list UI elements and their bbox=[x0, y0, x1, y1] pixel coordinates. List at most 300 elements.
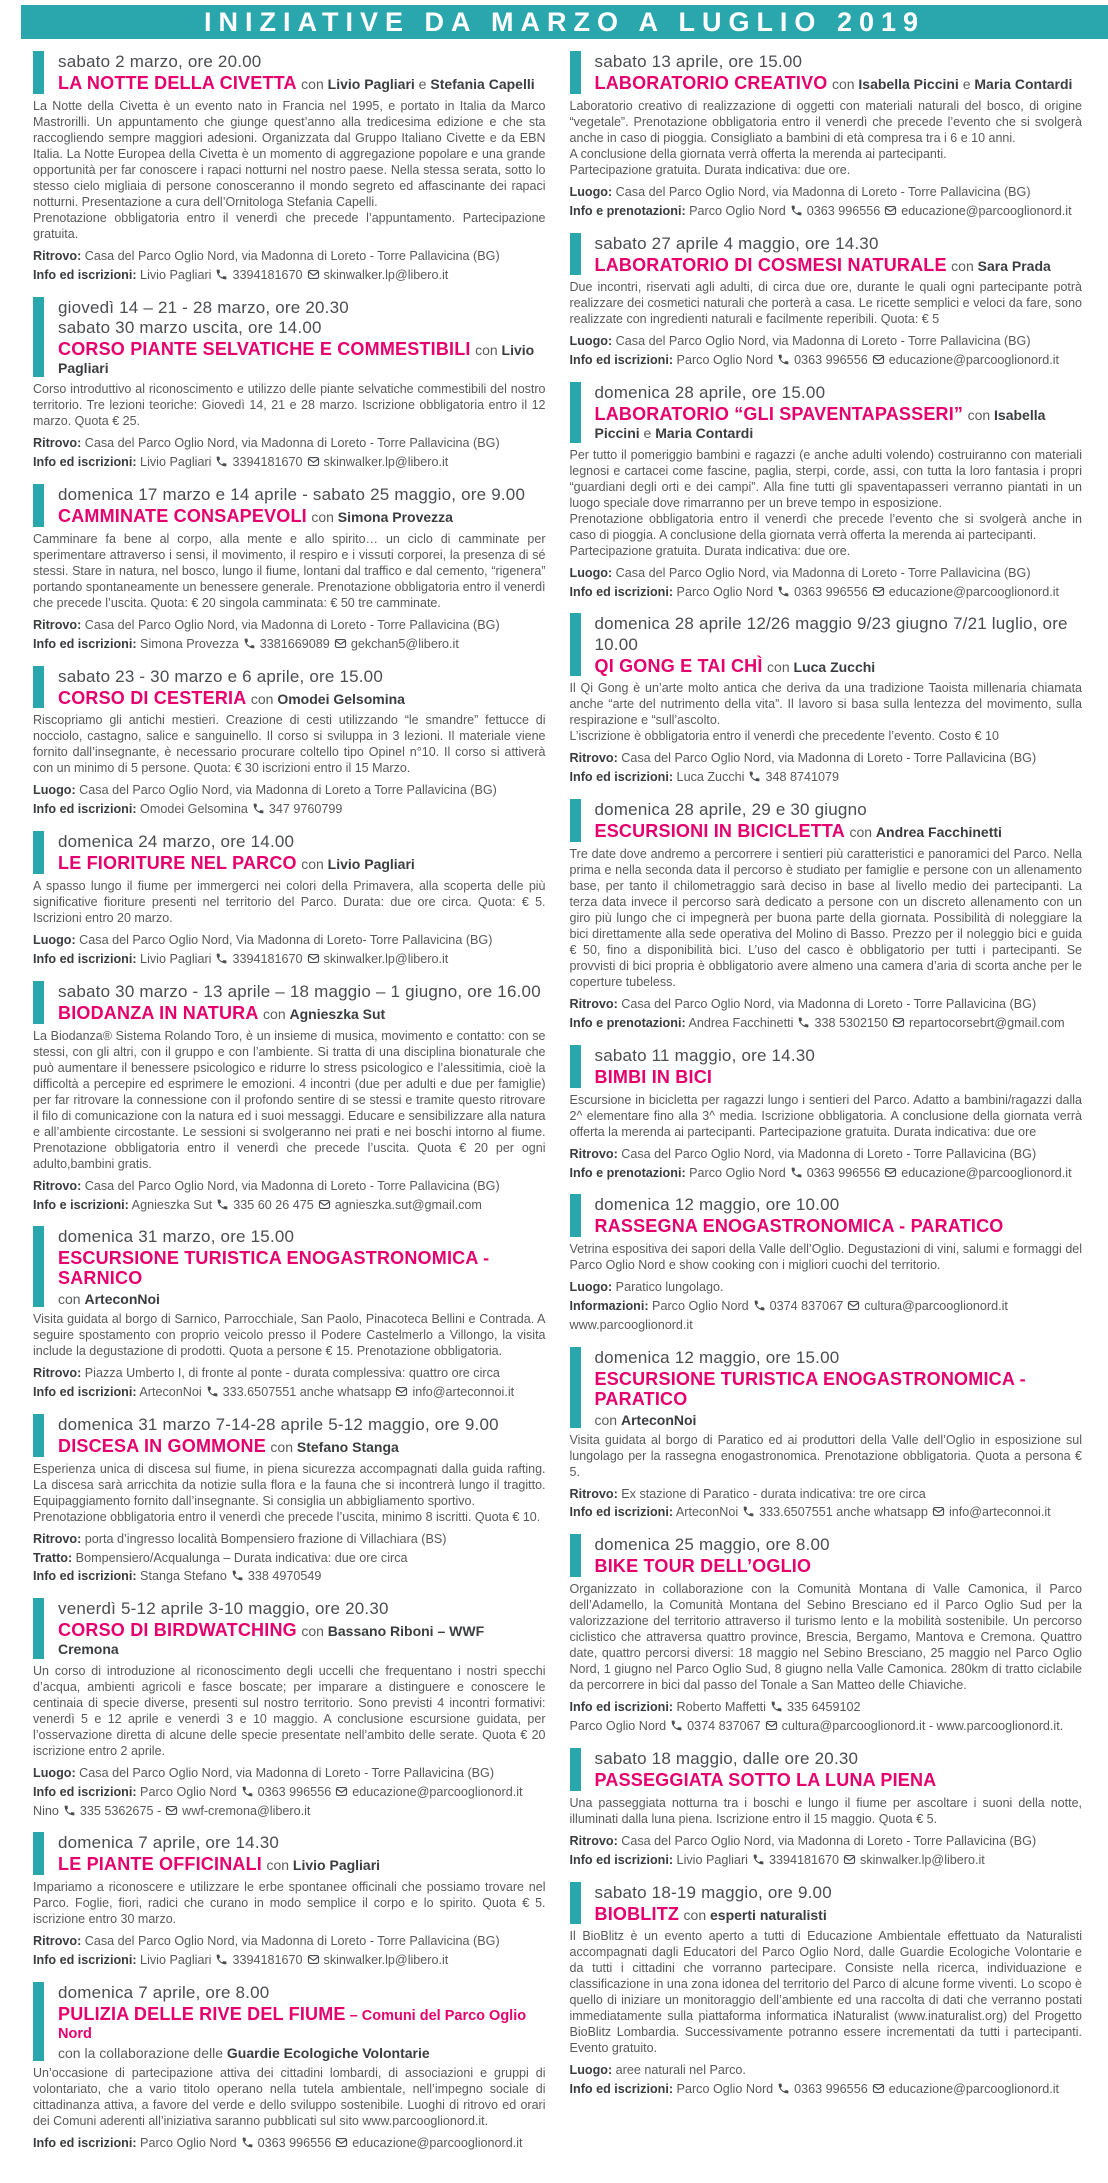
event-marker-bar bbox=[33, 1982, 44, 2061]
event-header bbox=[33, 1982, 546, 2061]
phone-icon bbox=[790, 204, 803, 217]
speaker-name: Livio Pagliari bbox=[58, 341, 535, 376]
speaker-name: Omodei Gelsomina bbox=[277, 690, 405, 707]
phone-icon bbox=[63, 1804, 76, 1817]
event-entry bbox=[33, 1414, 546, 1587]
event-info bbox=[33, 1177, 546, 1215]
event-date: sabato 30 marzo uscita, ore 14.00 bbox=[58, 317, 322, 337]
event-description-paragraph: Escursione in bicicletta per ragazzi lungo i sentieri del Parco. Adatto a bambini/ragazzi dalla 2^ elementare fino alla 3^ media. Iscrizione obbligatoria. A conclusione della giornata verrà offerta la merenda ai partecipanti. Partecipazione gratuita. Durata indicativa: due ore bbox=[569, 1092, 1082, 1139]
phone-icon bbox=[777, 353, 790, 366]
event-header bbox=[33, 1832, 546, 1875]
info-label: Info ed iscrizioni: bbox=[569, 2082, 674, 2097]
info-label: Ritrovo: bbox=[33, 1531, 82, 1546]
event-description bbox=[33, 878, 546, 926]
speaker-name: Maria Contardi bbox=[974, 76, 1073, 93]
speaker-prefix: con bbox=[849, 824, 876, 841]
event-description bbox=[570, 98, 1083, 178]
event-info bbox=[33, 1764, 546, 1821]
speaker-name: Isabella Piccini bbox=[594, 407, 1046, 442]
event-info-line: Informazioni: Parco Oglio Nord 0374 837067 cultura@parcooglionord.it bbox=[569, 1299, 1008, 1314]
event-description bbox=[33, 1879, 546, 1927]
info-label: Info ed iscrizioni: bbox=[33, 636, 137, 651]
speaker-prefix: con bbox=[301, 856, 328, 873]
event-header-text bbox=[595, 1748, 1083, 1791]
event-description bbox=[33, 381, 546, 429]
event-info bbox=[570, 1832, 1083, 1870]
event-marker-bar bbox=[570, 1748, 581, 1791]
info-label: Ritrovo: bbox=[569, 1833, 618, 1848]
event-entry bbox=[33, 484, 546, 654]
event-speaker bbox=[251, 691, 405, 707]
event-description-paragraph: A conclusione della giornata verrà offerta la merenda ai partecipanti. bbox=[569, 146, 947, 161]
event-title-line bbox=[595, 822, 1083, 842]
event-speaker bbox=[832, 76, 1072, 92]
event-header bbox=[33, 297, 546, 377]
speaker-prefix: con bbox=[250, 690, 278, 707]
event-description bbox=[33, 2065, 546, 2129]
event-description bbox=[570, 680, 1083, 744]
speaker-prefix: con bbox=[266, 1857, 293, 1874]
event-header bbox=[33, 666, 546, 709]
event-title: BIKE TOUR DELL’OGLIO bbox=[594, 1556, 812, 1577]
speaker-prefix: con bbox=[475, 341, 502, 358]
email-icon bbox=[847, 1299, 860, 1312]
event-description-paragraph: Una passeggiata notturna tra i boschi e lungo il fiume per ascoltare i suoni della notte, illuminati dalla luna piena. Iscrizione entro il 15 maggio. Quota € 5. bbox=[569, 1795, 1082, 1826]
event-info-line: Info ed iscrizioni: Luca Zucchi 348 8741079 bbox=[569, 770, 840, 785]
event-speaker-line bbox=[595, 1412, 1083, 1428]
info-label: Ritrovo: bbox=[33, 617, 82, 632]
info-label: Info ed iscrizioni: bbox=[569, 1852, 674, 1867]
event-info bbox=[33, 2134, 546, 2153]
column-left bbox=[33, 51, 546, 2165]
event-title-note: – Comuni del Parco Oglio Nord bbox=[58, 2008, 527, 2043]
event-date: domenica 7 aprile, ore 14.30 bbox=[58, 1833, 280, 1853]
event-title-line bbox=[58, 689, 546, 709]
event-title-line bbox=[58, 854, 546, 874]
event-info-line: Ritrovo: Casa del Parco Oglio Nord, via Madonna di Loreto - Torre Pallavicina (BG) bbox=[33, 617, 500, 632]
event-entry bbox=[33, 297, 546, 472]
event-header-text bbox=[595, 1347, 1083, 1428]
event-title-line bbox=[595, 1905, 1083, 1925]
speaker-prefix: con bbox=[951, 257, 978, 274]
info-label: Info ed iscrizioni: bbox=[33, 1784, 137, 1799]
event-title-line bbox=[595, 1557, 1083, 1577]
event-header-text bbox=[595, 1882, 1083, 1925]
event-speaker bbox=[263, 1006, 385, 1022]
event-title: LA NOTTE DELLA CIVETTA bbox=[58, 73, 297, 94]
speaker-name: Sara Prada bbox=[977, 257, 1051, 274]
event-description-paragraph: Visita guidata al borgo di Paratico ed ai produttori della Valle dell’Oglio in esposizione sul lungolago per la rassegna enogastronomica. Prenotazione obbligatoria. Quota a persona € 5. bbox=[569, 1432, 1082, 1479]
speaker-name: esperti naturalisti bbox=[710, 1906, 827, 1923]
event-header-text bbox=[58, 484, 546, 527]
event-speaker-line bbox=[58, 1291, 546, 1307]
phone-icon bbox=[797, 1016, 810, 1029]
event-title: CORSO DI CESTERIA bbox=[58, 687, 247, 708]
event-header-text bbox=[58, 297, 546, 377]
event-info bbox=[33, 616, 546, 654]
event-title: LABORATORIO CREATIVO bbox=[594, 73, 828, 94]
event-title-line bbox=[595, 256, 1083, 276]
event-info bbox=[33, 1364, 546, 1402]
event-header bbox=[570, 1045, 1083, 1088]
event-title: ESCURSIONE TURISTICA ENOGASTRONOMICA - SARNICO bbox=[58, 1248, 490, 1289]
event-header bbox=[570, 1347, 1083, 1428]
speaker-name: ArteconNoi bbox=[84, 1291, 160, 1308]
event-description bbox=[33, 98, 546, 242]
event-description-paragraph: Un corso di introduzione al riconoscimento degli uccelli che frequentano i nostri specchi d’acqua, ambienti agricoli e fasce boscate; per imparare a distinguere e conoscere le centinaia di specie diverse, presenti sul nostro territorio. Sono previsti 4 incontri formativi: venerdì 5 e 12 aprile e venerdì 3 e 10 maggio. A conclusione escursione guidata, per l’osservazione diretta di alcune delle specie presentate nell’ambito delle serate. Quota € 20 iscrizione entro 2 aprile. bbox=[33, 1663, 546, 1758]
event-info bbox=[33, 781, 546, 819]
event-header-text bbox=[58, 981, 546, 1024]
event-info-line: Ritrovo: Casa del Parco Oglio Nord, via Madonna di Loreto - Torre Pallavicina (BG) bbox=[569, 751, 1037, 766]
event-description-paragraph: La Biodanza® Sistema Rolando Toro, è un insieme di musica, movimento e contatto: con se stessi, con gli altri, con il gruppo e con l’ambiente. Si tratta di una disciplina bionaturale che può aumentare il benessere psicologico e ridurre lo stress psicologico e l’alessitimia, cioè la difficoltà a percepire ed esprimere le emozioni. 4 incontri (due per adulti e due per famiglie) per far ritrovare la connessione con il profondo sentire di se stessi e tramite questo ritrovare il filo di comunicazione con la natura ed i suoi messaggi. Educare e sensibilizzare alla natura e all’ambiente circostante. Le sessioni si svolgeranno nei prati e nei boschi intorno al fiume. Prenotazione obbligatoria entro il venerdì che precede l’uscita. Quota € 20 per ogni adulto,bambini gratis. bbox=[33, 1028, 546, 1171]
event-date: venerdì 5-12 aprile 3-10 maggio, ore 20.30 bbox=[58, 1599, 389, 1619]
info-label: Ritrovo: bbox=[33, 436, 82, 451]
phone-icon bbox=[748, 770, 761, 783]
event-date: sabato 30 marzo - 13 aprile – 18 maggio – 1 giugno, ore 16.00 bbox=[58, 981, 541, 1001]
event-marker-bar bbox=[570, 613, 581, 676]
phone-icon bbox=[215, 952, 228, 965]
email-icon bbox=[884, 1166, 897, 1179]
event-header bbox=[33, 51, 546, 94]
speaker-prefix: con bbox=[311, 508, 338, 525]
event-entry bbox=[33, 981, 546, 1215]
event-description bbox=[570, 1795, 1083, 1827]
event-marker-bar bbox=[570, 1347, 581, 1428]
event-title: BIODANZA IN NATURA bbox=[58, 1002, 259, 1023]
event-description-paragraph: Per tutto il pomeriggio bambini e ragazzi (e anche adulti volendo) costruiranno con materiali legnosi e cartacei come fascine, paglia, sterpi, corde, assi, con tutta la loro fantasia i propri “guardiani degli orti e dei campi”. Alla fine tutti gli spaventapasseri verranno piantati in un luogo speciale dove rimarranno per un breve tempo in esposizione. bbox=[569, 447, 1082, 510]
speaker-prefix: con bbox=[58, 1291, 85, 1308]
event-marker-bar bbox=[33, 666, 44, 709]
info-label: Info ed iscrizioni: bbox=[33, 2135, 137, 2150]
event-title: CORSO DI BIRDWATCHING bbox=[58, 1620, 297, 1641]
speaker-name: Luca Zucchi bbox=[793, 658, 876, 675]
info-label: Luogo: bbox=[33, 783, 76, 798]
event-date: domenica 25 maggio, ore 8.00 bbox=[594, 1535, 830, 1555]
event-title: PASSEGGIATA SOTTO LA LUNA PIENA bbox=[594, 1770, 937, 1790]
event-info-line: Info ed iscrizioni: Parco Oglio Nord 0363 996556 educazione@parcooglionord.it bbox=[569, 584, 1060, 599]
info-label: Ritrovo: bbox=[569, 1146, 618, 1161]
info-label: Luogo: bbox=[33, 932, 76, 947]
event-title-line bbox=[58, 2005, 546, 2043]
event-info-line: Info ed iscrizioni: Livio Pagliari 3394181670 skinwalker.lp@libero.it bbox=[569, 1852, 985, 1867]
event-description-paragraph: Prenotazione obbligatoria entro il venerdì che precede l’evento che si svolgerà anche in caso di pioggia. A conclusione della giornata verrà offerta la merenda ai partecipanti. bbox=[569, 511, 1082, 542]
info-label: Info ed iscrizioni: bbox=[33, 802, 137, 817]
phone-icon bbox=[231, 1569, 244, 1582]
event-entry bbox=[570, 382, 1083, 601]
event-speaker bbox=[58, 1291, 160, 1307]
event-marker-bar bbox=[33, 1832, 44, 1875]
phone-icon bbox=[216, 1198, 229, 1211]
event-info-line: Ritrovo: Casa del Parco Oglio Nord, via Madonna di Loreto - Torre Pallavicina (BG) bbox=[569, 1833, 1037, 1848]
info-label: Info ed iscrizioni: bbox=[33, 951, 137, 966]
event-marker-bar bbox=[570, 51, 581, 94]
phone-icon bbox=[252, 802, 265, 815]
info-label: Luogo: bbox=[569, 184, 613, 199]
event-date: domenica 31 marzo 7-14-28 aprile 5-12 maggio, ore 9.00 bbox=[58, 1414, 499, 1434]
phone-icon bbox=[215, 455, 228, 468]
speaker-name: Isabella Piccini bbox=[858, 76, 959, 93]
event-info-line: Luogo: Casa del Parco Oglio Nord, Via Madonna di Loreto- Torre Pallavicina (BG) bbox=[33, 932, 493, 947]
event-description bbox=[33, 1311, 546, 1359]
event-info-line: Info ed iscrizioni: ArteconNoi 333.6507551 anche whatsapp info@arteconnoi.it bbox=[33, 1384, 515, 1399]
event-speaker bbox=[266, 1857, 380, 1873]
event-entry bbox=[570, 613, 1083, 787]
event-date: giovedì 14 – 21 - 28 marzo, ore 20.30 bbox=[58, 297, 349, 317]
event-info bbox=[570, 995, 1083, 1033]
info-label: Luogo: bbox=[569, 1280, 613, 1295]
email-icon bbox=[892, 1016, 905, 1029]
event-date: domenica 31 marzo, ore 15.00 bbox=[58, 1227, 295, 1247]
event-entry bbox=[33, 1832, 546, 1970]
event-title-line bbox=[58, 1437, 546, 1457]
event-marker-bar bbox=[570, 382, 581, 442]
event-title: LE PIANTE OFFICINALI bbox=[58, 1854, 262, 1875]
event-description bbox=[570, 1432, 1083, 1480]
event-marker-bar bbox=[570, 1534, 581, 1577]
event-info-line: Info ed iscrizioni: Simona Provezza 3381669089 gekchan5@libero.it bbox=[33, 636, 459, 651]
event-description bbox=[570, 447, 1083, 559]
email-icon bbox=[395, 1385, 408, 1398]
event-info-line: Info ed iscrizioni: ArteconNoi 333.6507551 anche whatsapp info@arteconnoi.it bbox=[569, 1505, 1051, 1520]
event-date: domenica 28 aprile, 29 e 30 giugno bbox=[594, 800, 867, 820]
speaker-prefix: con bbox=[301, 1623, 328, 1640]
event-columns bbox=[0, 51, 1108, 2183]
event-header bbox=[570, 1882, 1083, 1925]
email-icon bbox=[335, 2136, 348, 2149]
info-label: Luogo: bbox=[569, 334, 613, 349]
event-title: BIMBI IN BICI bbox=[594, 1066, 713, 1087]
event-title-line bbox=[58, 1249, 546, 1289]
event-header bbox=[570, 1194, 1083, 1237]
event-title: CORSO PIANTE SELVATICHE E COMMESTIBILI bbox=[58, 338, 471, 359]
info-label: Luogo: bbox=[569, 2063, 613, 2078]
email-icon bbox=[318, 1198, 331, 1211]
event-description bbox=[570, 846, 1083, 990]
speaker-prefix: con bbox=[270, 1438, 297, 1455]
speaker-prefix: con bbox=[594, 1411, 621, 1428]
info-label: Info ed iscrizioni: bbox=[569, 584, 674, 599]
event-info-line: Info ed iscrizioni: Roberto Maffetti 335 6459102 bbox=[569, 1700, 861, 1715]
event-date: domenica 28 aprile 12/26 maggio 9/23 giugno 7/21 luglio, ore 10.00 bbox=[594, 614, 1068, 654]
event-title-line bbox=[595, 1370, 1083, 1410]
event-info bbox=[33, 1932, 546, 1970]
event-marker-bar bbox=[570, 799, 581, 842]
event-description-paragraph: Camminare fa bene al corpo, alla mente e allo spirito… un ciclo di camminate per sperimentare attraverso i sensi, il movimento, il respiro e i vissuti corporei, la presenza di sé stessi. Stare in natura, nel bosco, lungo il fiume, lontani dal traffico e dal cemento, “rigenera” portando spontaneamente un benessere generale. Prenotazione obbligatoria entro il venerdì che precede l’uscita. Quota: € 20 singola camminata: € 50 tre camminate. bbox=[33, 531, 546, 610]
event-header-text bbox=[595, 51, 1083, 94]
event-description bbox=[570, 279, 1083, 327]
event-entry bbox=[33, 666, 546, 820]
info-label: Info ed iscrizioni: bbox=[33, 1953, 137, 1968]
event-info-line: Ritrovo: porta d’ingresso località Bompensiero frazione di Villachiara (BS) bbox=[33, 1531, 447, 1546]
info-label: Luogo: bbox=[33, 1765, 76, 1780]
event-info-line: Ritrovo: Casa del Parco Oglio Nord, via Madonna di Loreto - Torre Pallavicina (BG) bbox=[33, 1934, 500, 1949]
event-speaker bbox=[951, 258, 1051, 274]
phone-icon bbox=[243, 637, 256, 650]
event-speaker bbox=[311, 509, 453, 525]
event-date: sabato 18-19 maggio, ore 9.00 bbox=[594, 1882, 832, 1902]
event-description-paragraph: L’iscrizione è obbligatoria entro il venerdì che precedente l’evento. Costo € 10 bbox=[569, 729, 999, 744]
event-header-text bbox=[595, 233, 1083, 276]
event-info-line: Info e prenotazioni: Andrea Facchinetti 338 5302150 repartocorsebrt@gmail.com bbox=[569, 1015, 1065, 1030]
event-header-text bbox=[595, 799, 1083, 842]
speaker-name: Livio Pagliari bbox=[292, 1857, 381, 1874]
speaker-prefix: con bbox=[831, 76, 859, 93]
info-label: Ritrovo: bbox=[33, 1366, 82, 1381]
event-title: LABORATORIO DI COSMESI NATURALE bbox=[594, 254, 947, 275]
event-description bbox=[33, 1663, 546, 1759]
event-description bbox=[33, 1461, 546, 1525]
event-info-line: Info ed iscrizioni: Omodei Gelsomina 347 9760799 bbox=[33, 802, 343, 817]
event-title: ESCURSIONI IN BICICLETTA bbox=[594, 821, 845, 842]
event-header bbox=[570, 799, 1083, 842]
event-speaker bbox=[767, 659, 875, 675]
event-title: DISCESA IN GOMMONE bbox=[58, 1435, 266, 1456]
event-header-text bbox=[595, 1534, 1083, 1577]
event-info-line: Info ed iscrizioni: Livio Pagliari 3394181670 skinwalker.lp@libero.it bbox=[33, 951, 449, 966]
event-marker-bar bbox=[33, 1226, 44, 1307]
info-label: Info ed iscrizioni: bbox=[569, 770, 674, 785]
event-description-paragraph: Laboratorio creativo di realizzazione di oggetti con materiali naturali del bosco, di origine “vegetale”. Prenotazione obbligatoria entro il venerdì che precede l’evento che si svolgerà anche in caso di pioggia. Consigliato a bambini di età compresa tra i 6 e 10 anni. bbox=[569, 98, 1082, 145]
event-info-line: Ritrovo: Casa del Parco Oglio Nord, via Madonna di Loreto - Torre Pallavicina (BG) bbox=[569, 996, 1037, 1011]
speaker-name: ArteconNoi bbox=[620, 1411, 697, 1428]
event-info-line: Info ed iscrizioni: Livio Pagliari 3394181670 skinwalker.lp@libero.it bbox=[33, 1953, 449, 1968]
speaker-name: Andrea Facchinetti bbox=[875, 824, 1002, 841]
email-icon bbox=[307, 1953, 320, 1966]
event-date: domenica 12 maggio, ore 15.00 bbox=[594, 1347, 840, 1367]
email-icon bbox=[165, 1804, 178, 1817]
event-entry bbox=[570, 1882, 1083, 2100]
event-header bbox=[570, 1534, 1083, 1577]
event-info bbox=[570, 1278, 1083, 1335]
speaker-prefix: con bbox=[767, 658, 794, 675]
event-entry bbox=[33, 1982, 546, 2153]
event-entry bbox=[570, 1347, 1083, 1522]
phone-icon bbox=[206, 1385, 219, 1398]
event-description-paragraph: Prenotazione obbligatoria entro il venerdì che precede l’uscita, minimo 8 iscritti. Quota € 10. bbox=[33, 1509, 541, 1524]
email-icon bbox=[843, 1853, 856, 1866]
event-info-line: Luogo: Casa del Parco Oglio Nord, via Madonna di Loreto a Torre Pallavicina (BG) bbox=[33, 783, 497, 798]
event-info-line: Info ed iscrizioni: Parco Oglio Nord 0363 996556 educazione@parcooglionord.it bbox=[33, 2135, 523, 2150]
event-title-line bbox=[595, 74, 1083, 94]
event-speaker bbox=[301, 76, 534, 92]
speaker-prefix: e bbox=[958, 76, 975, 93]
event-title-line bbox=[58, 74, 546, 94]
email-icon bbox=[872, 2082, 885, 2095]
info-label: Info e prenotazioni: bbox=[569, 1165, 686, 1180]
phone-icon bbox=[241, 1785, 254, 1798]
event-description-paragraph: Partecipazione gratuita. Durata indicativa: due ore. bbox=[569, 543, 851, 558]
event-date: domenica 12 maggio, ore 10.00 bbox=[594, 1195, 840, 1215]
event-info bbox=[570, 749, 1083, 787]
speaker-prefix: con bbox=[263, 1005, 290, 1022]
event-description-paragraph: Esperienza unica di discesa sul fiume, in piena sicurezza accompagnati dalla guida rafting. La discesa sarà arricchita da notizie sulla flora e la fauna che si incontrerà lungo il tragitto. Equipaggiamento fornito dall’insegnante. Si consiglia un abbigliamento sportivo. bbox=[33, 1461, 546, 1508]
event-header bbox=[570, 233, 1083, 276]
event-description bbox=[570, 1241, 1083, 1273]
phone-icon bbox=[752, 1853, 765, 1866]
event-marker-bar bbox=[570, 1045, 581, 1088]
speaker-name: Livio Pagliari bbox=[327, 76, 415, 93]
event-info-line: Tratto: Bompensiero/Acqualunga – Durata indicativa: due ore circa bbox=[33, 1550, 408, 1565]
event-marker-bar bbox=[33, 981, 44, 1024]
phone-icon bbox=[777, 2082, 790, 2095]
event-title: LABORATORIO “GLI SPAVENTAPASSERI” bbox=[594, 404, 964, 425]
event-entry bbox=[570, 799, 1083, 1033]
speaker-prefix: e bbox=[414, 76, 431, 93]
event-info-line: Luogo: aree naturali nel Parco. bbox=[569, 2063, 746, 2078]
event-info-line: Luogo: Paratico lungolago. bbox=[569, 1280, 724, 1295]
phone-icon bbox=[215, 268, 228, 281]
event-header bbox=[570, 1748, 1083, 1791]
event-header-text bbox=[58, 831, 546, 874]
event-description bbox=[33, 712, 546, 776]
event-info-line: Info ed iscrizioni: Parco Oglio Nord 0363 996556 educazione@parcooglionord.it bbox=[33, 1784, 523, 1799]
speaker-name: Bassano Riboni – WWF Cremona bbox=[58, 1623, 485, 1658]
event-entry bbox=[33, 1598, 546, 1820]
event-header bbox=[570, 613, 1083, 676]
event-info-line: Ritrovo: Casa del Parco Oglio Nord, via Madonna di Loreto - Torre Pallavicina (BG) bbox=[569, 1146, 1037, 1161]
event-info-line: Luogo: Casa del Parco Oglio Nord, via Madonna di Loreto - Torre Pallavicina (BG) bbox=[569, 184, 1031, 199]
event-header-text bbox=[58, 1832, 546, 1875]
event-title: BIOBLITZ bbox=[594, 1903, 680, 1924]
event-speaker bbox=[301, 856, 415, 872]
event-description-paragraph: Partecipazione gratuita. Durata indicativa: due ore. bbox=[569, 162, 851, 177]
event-title: QI GONG E TAI CHÌ bbox=[594, 655, 763, 676]
event-description-paragraph: Riscopriamo gli antichi mestieri. Creazione di cesti utilizzando “le smandre” fettucce di nocciolo, castagno, salice e sanguinello. Il corso si sviluppa in 3 lezioni. Il materiale viene fornito dall’insegnante, è necessario procurare coltello tipo Opinel n°10. Il corso si attiverà con un minimo di 5 persone. Quota: € 30 iscrizioni entro il 15 Marzo. bbox=[33, 713, 546, 776]
phone-icon bbox=[753, 1299, 766, 1312]
event-title-line bbox=[58, 1621, 546, 1658]
info-label: Info ed iscrizioni: bbox=[33, 267, 137, 282]
event-header-text bbox=[58, 1226, 546, 1307]
event-speaker bbox=[684, 1907, 827, 1923]
event-date: sabato 2 marzo, ore 20.00 bbox=[58, 52, 262, 71]
phone-icon bbox=[777, 585, 790, 598]
event-header-text bbox=[58, 51, 546, 94]
email-icon bbox=[307, 455, 320, 468]
event-entry bbox=[570, 1194, 1083, 1335]
event-description-paragraph: Tre date dove andremo a percorrere i sentieri più caratteristici e panoramici del Parco. Nella prima e nella seconda data il percorso è studiato per famiglie e persone con un allenamento base, per tanto il chilometraggio sarà deciso in base al livello medio dei partecipanti. La terza data invece il percorso sarà dedicato a persone con un discreto allenamento con un giro più lungo che ci impegnerà per buona parte della giornata. Possibilità di noleggiare la bici direttamente alla sede operativa del Molino di Basso. Prezzo per il noleggio bici e guida € 50, fino a disponibilità bici. L’uso del casco è obbligatorio per tutti i partecipanti. Se provvisti di bici propria è obbligatorio avere almeno una camera d’aria di scorta anche per le coperture tubeless. bbox=[569, 846, 1082, 989]
info-label: Info ed iscrizioni: bbox=[569, 1505, 674, 1520]
event-description-paragraph: Il Qi Gong è un’arte molto antica che deriva da una tradizione Taoista millenaria chiamata anche “arte del nutrimento della vita”. Il lavoro si basa sulla lentezza del movimento, sulla respirazione e “sull’ascolto. bbox=[569, 681, 1082, 728]
event-header-text bbox=[595, 1194, 1083, 1237]
speaker-name: Stefania Capelli bbox=[430, 76, 535, 93]
event-entry bbox=[570, 233, 1083, 371]
event-entry bbox=[33, 1226, 546, 1401]
event-info-line: Info e prenotazioni: Parco Oglio Nord 0363 996556 educazione@parcooglionord.it bbox=[569, 203, 1072, 218]
phone-icon bbox=[670, 1719, 683, 1732]
event-date: sabato 27 aprile 4 maggio, ore 14.30 bbox=[594, 233, 879, 253]
event-info bbox=[33, 1530, 546, 1587]
event-title: LE FIORITURE NEL PARCO bbox=[58, 853, 297, 874]
info-label: Info ed iscrizioni: bbox=[33, 1384, 137, 1399]
event-info-line: Ritrovo: Casa del Parco Oglio Nord, via Madonna di Loreto - Torre Pallavicina (BG) bbox=[33, 1178, 500, 1193]
event-info bbox=[33, 247, 546, 285]
email-icon bbox=[335, 1785, 348, 1798]
phone-icon bbox=[742, 1505, 755, 1518]
event-marker-bar bbox=[570, 1882, 581, 1925]
info-label: Info ed iscrizioni: bbox=[33, 1569, 137, 1584]
event-description bbox=[33, 1028, 546, 1172]
event-speaker bbox=[849, 824, 1002, 840]
event-info-line: Info e iscrizioni: Agnieszka Sut 335 60 26 475 agnieszka.sut@gmail.com bbox=[33, 1197, 482, 1212]
event-info-line: Parco Oglio Nord 0374 837067 cultura@parcooglionord.it - www.parcooglionord.it. bbox=[569, 1719, 1064, 1734]
event-info-line: Info ed iscrizioni: Stanga Stefano 338 4970549 bbox=[33, 1569, 322, 1584]
event-header-text bbox=[58, 1598, 546, 1658]
email-icon bbox=[765, 1719, 778, 1732]
phone-icon bbox=[215, 1953, 228, 1966]
event-header bbox=[570, 51, 1083, 94]
event-speaker bbox=[58, 2045, 430, 2061]
event-description-paragraph: La Notte della Civetta è un evento nato in Francia nel 1995, e portato in Italia da Marco Mastrorilli. Un appuntamento che giunge quest’anno alla tredicesima edizione e che sta raccogliendo sempre maggiori adesioni. Organizzata dal Gruppo Italiano Civette e da EBN Italia. La Notte Europea della Civetta è un momento di aggregazione popolare e una grande opportunità per far conoscere i rapaci notturni nel nostro paese. Nella stessa serata, sotto lo stesso cielo migliaia di persone conosceranno il mondo segreto ed affascinante dei rapaci notturni. Presentazione a cura dell’Ornitologa Stefania Capelli. bbox=[33, 98, 546, 209]
